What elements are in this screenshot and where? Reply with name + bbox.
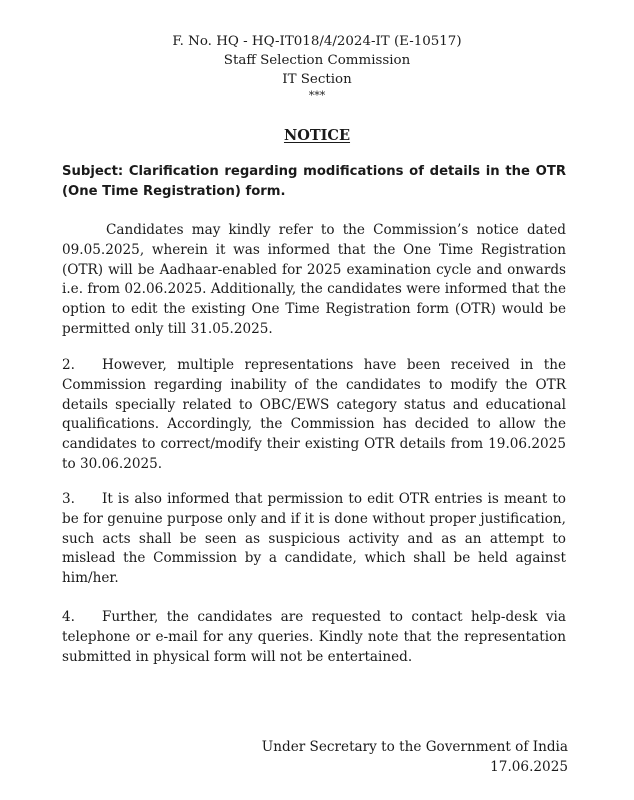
paragraph-3 (62, 490, 566, 589)
paragraph-2 (62, 356, 566, 475)
notice-subject: Subject: Clarification regarding modifications of details in the OTR (One Time Registration) form. (62, 164, 566, 199)
paragraph-2-text: However, multiple representations have been received in the Commission regarding inability of the candidates to modify the OTR details specially related to OBC/EWS category status and educational qualifications. Accordingly, the Commission has decided to allow the candidates to correct/modify their existing OTR details from 19.06.2025 to 30.06.2025. (62, 357, 566, 472)
paragraph-4-number: 4. (62, 609, 75, 625)
signature-block (262, 738, 568, 778)
file-number: F. No. HQ - HQ-IT018/4/2024-IT (E-10517) (172, 34, 462, 49)
header-separator: *** (308, 89, 326, 102)
section-name: IT Section (282, 72, 352, 87)
notice-date: 17.06.2025 (490, 758, 568, 775)
paragraph-4 (62, 608, 566, 667)
notice-title: NOTICE (283, 127, 351, 144)
paragraph-1-text: Candidates may kindly refer to the Commission’s notice dated 09.05.2025, wherein it was informed that the One Time Registration (OTR) will be Aadhaar-enabled for 2025 examination cycle and onwards i.e. from 02.06.2025. Additionally, the candidates were informed that the option to edit the existing One Time Registration form (OTR) would be permitted only till 31.05.2025. (62, 222, 566, 337)
paragraph-3-text: It is also informed that permission to edit OTR entries is meant to be for genuine purpose only and if it is done without proper justification, such acts shall be seen as suspicious activity and as an attempt to mislead the Commission by a candidate, which shall be held against him/her. (62, 491, 566, 587)
document-header (0, 32, 634, 103)
organization-name: Staff Selection Commission (223, 53, 411, 68)
paragraph-3-number: 3. (62, 491, 75, 507)
paragraph-2-number: 2. (62, 357, 75, 373)
paragraph-4-text: Further, the candidates are requested to contact help-desk via telephone or e-mail for any queries. Kindly note that the representation submitted in physical form will not be entertained. (62, 609, 566, 665)
paragraph-1 (62, 221, 566, 340)
signatory-designation: Under Secretary to the Government of India (261, 739, 568, 755)
